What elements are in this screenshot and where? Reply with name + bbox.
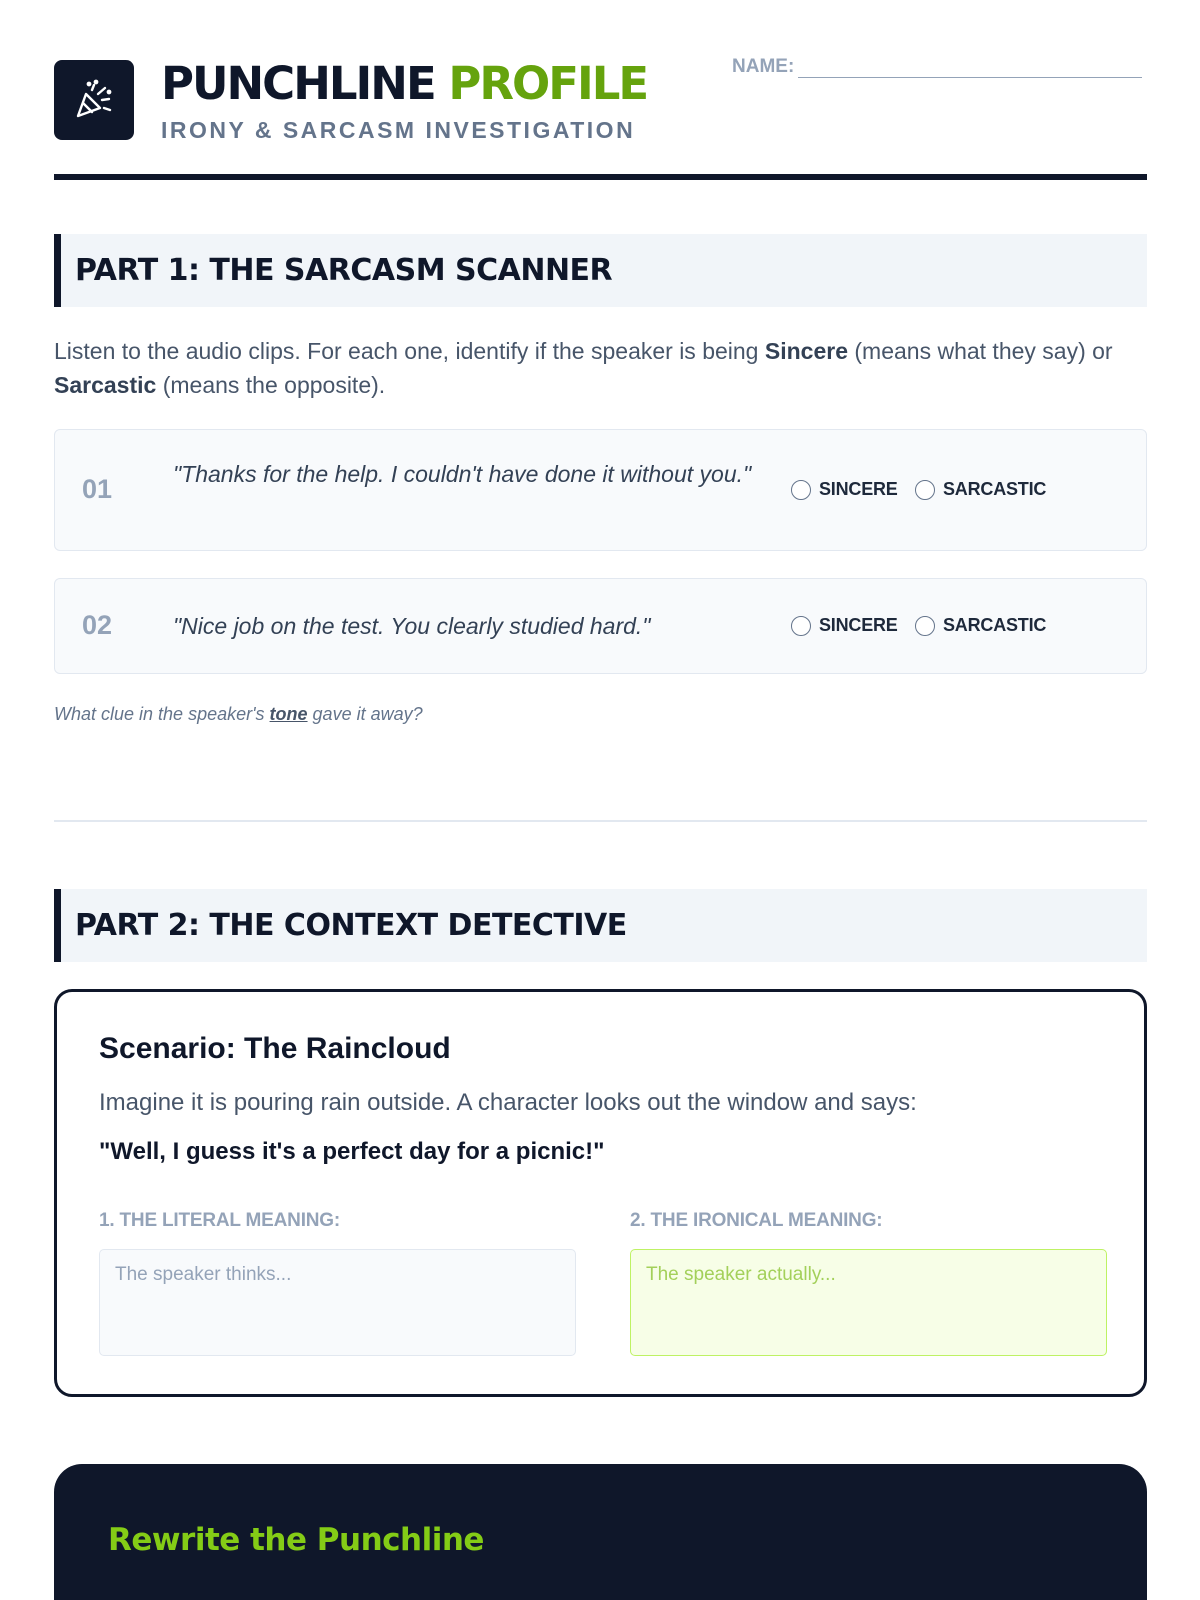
clip-quote: "Nice job on the test. You clearly studied hard." (173, 613, 651, 639)
part1-heading (54, 234, 1147, 307)
header-divider (54, 174, 1147, 180)
intro-sincere: Sincere (764, 338, 848, 364)
title-part2: PROFILE (448, 57, 648, 110)
part2-heading-text: PART 2: THE CONTEXT DETECTIVE (75, 908, 627, 943)
radio-sarcastic[interactable] (915, 616, 935, 636)
ironic-meaning-input[interactable] (630, 1249, 1107, 1356)
clip1-sincere-option[interactable] (791, 479, 898, 500)
clip-number: 02 (82, 610, 113, 640)
section-divider (54, 820, 1147, 822)
clip1-sarcastic-option[interactable] (915, 479, 1046, 500)
part1-heading-text: PART 1: THE SARCASM SCANNER (75, 253, 613, 288)
scenario-title: Scenario: The Raincloud (99, 1032, 451, 1065)
title-part1: PUNCHLINE (161, 57, 435, 110)
radio-sincere[interactable] (791, 616, 811, 636)
part2-heading (54, 889, 1147, 962)
rewrite-heading: Rewrite the Punchline (108, 1522, 484, 1558)
tone-question-text-2: gave it away? (307, 704, 423, 724)
tone-word: tone (269, 704, 308, 724)
intro-text-2: (means what they say) or (847, 338, 1113, 364)
tone-question-text-1: What clue in the speaker's (54, 704, 270, 724)
sarcastic-label: SARCASTIC (943, 479, 1047, 499)
party-popper-icon (72, 78, 116, 122)
page-subtitle: IRONY & SARCASM INVESTIGATION (161, 117, 636, 143)
scenario-card (54, 989, 1147, 1397)
scenario-description: Imagine it is pouring rain outside. A character looks out the window and says: (99, 1089, 917, 1116)
intro-sarcastic: Sarcastic (54, 372, 157, 398)
ironic-meaning-label: 2. THE IRONICAL MEANING: (630, 1210, 883, 1231)
literal-meaning-label: 1. THE LITERAL MEANING: (99, 1210, 340, 1231)
clip-number: 01 (82, 474, 113, 504)
scenario-quote: "Well, I guess it's a perfect day for a picnic!" (99, 1138, 605, 1165)
clip-card (54, 429, 1147, 551)
clip2-sarcastic-option[interactable] (915, 615, 1046, 636)
clip-quote: "Thanks for the help. I couldn't have done it without you." (173, 461, 752, 487)
name-field (732, 56, 1142, 78)
logo (54, 60, 134, 140)
tone-question (54, 704, 423, 725)
sincere-label: SINCERE (819, 479, 898, 499)
sincere-label: SINCERE (819, 615, 898, 635)
worksheet-page (54, 0, 1147, 1558)
header (54, 0, 1147, 180)
intro-text-1: Listen to the audio clips. For each one, identify if the speaker is being (54, 338, 765, 364)
radio-sincere[interactable] (791, 480, 811, 500)
literal-meaning-input[interactable] (99, 1249, 576, 1356)
rewrite-section (54, 1464, 1147, 1600)
name-write-line[interactable] (798, 58, 1142, 78)
name-label: NAME: (732, 56, 795, 77)
clip2-sincere-option[interactable] (791, 615, 898, 636)
clip-card (54, 578, 1147, 674)
part1-instructions (54, 334, 1147, 402)
intro-text-3: (means the opposite). (156, 372, 386, 398)
page-title (161, 58, 647, 110)
sarcastic-label: SARCASTIC (943, 615, 1047, 635)
radio-sarcastic[interactable] (915, 480, 935, 500)
